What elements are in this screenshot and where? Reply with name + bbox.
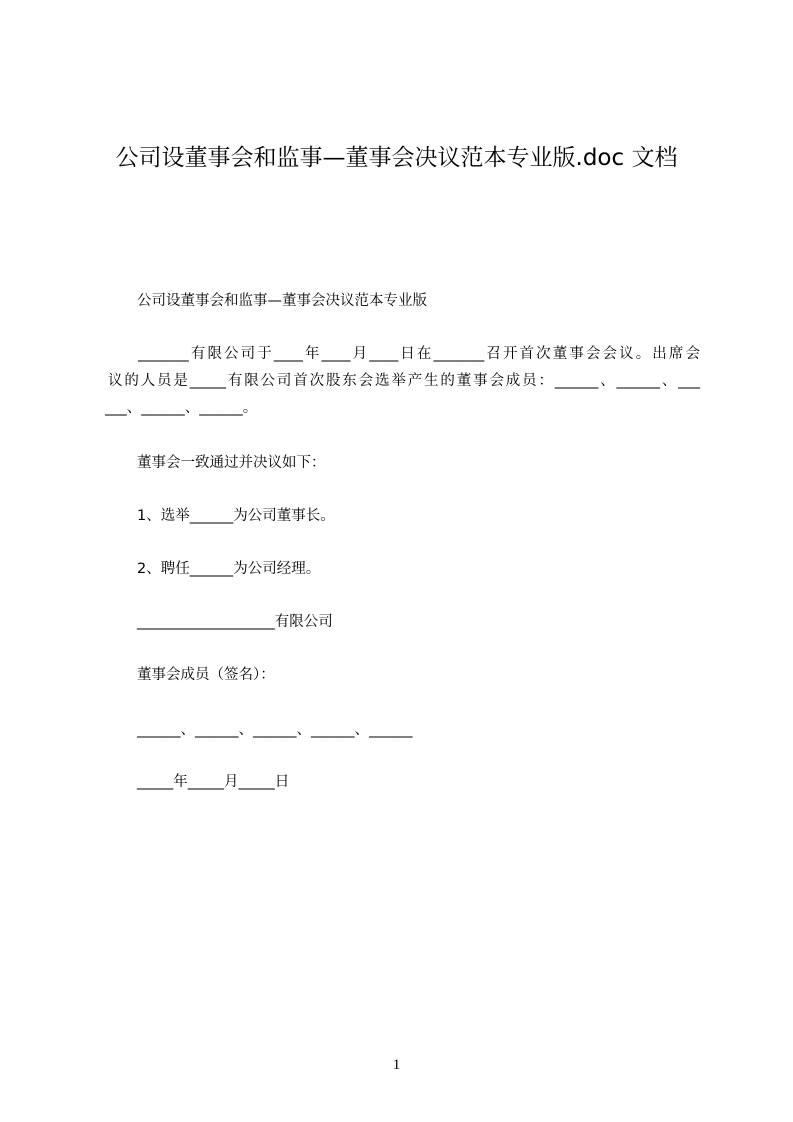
signature-blanks: ______、______、______、______、______ <box>137 722 413 738</box>
paragraph-line-1: _______有限公司于____年____月____日在_______召开首次董事会会议。出席会 <box>138 346 700 362</box>
opening-paragraph <box>105 344 700 425</box>
paragraph-line-3: ___、______、______。 <box>105 400 258 416</box>
page-number: 1 <box>392 1057 401 1073</box>
date-line: _____年_____月_____日 <box>137 774 290 790</box>
resolution-item-chairman: 1、选举______为公司董事长。 <box>137 508 335 524</box>
paragraph-line-2: 议的人员是_____有限公司首次股东会选举产生的董事会成员：______、______、___ <box>108 373 700 389</box>
board-members-label: 董事会成员（签名）： <box>137 667 275 683</box>
document-title: 公司设董事会和监事—董事会决议范本专业版.doc 文档 <box>115 145 678 171</box>
company-name-line: ___________________有限公司 <box>137 614 333 630</box>
document-subtitle: 公司设董事会和监事—董事会决议范本专业版 <box>137 293 427 309</box>
resolution-intro: 董事会一致通过并决议如下： <box>137 455 326 471</box>
resolution-item-manager: 2、聘任______为公司经理。 <box>137 561 321 577</box>
